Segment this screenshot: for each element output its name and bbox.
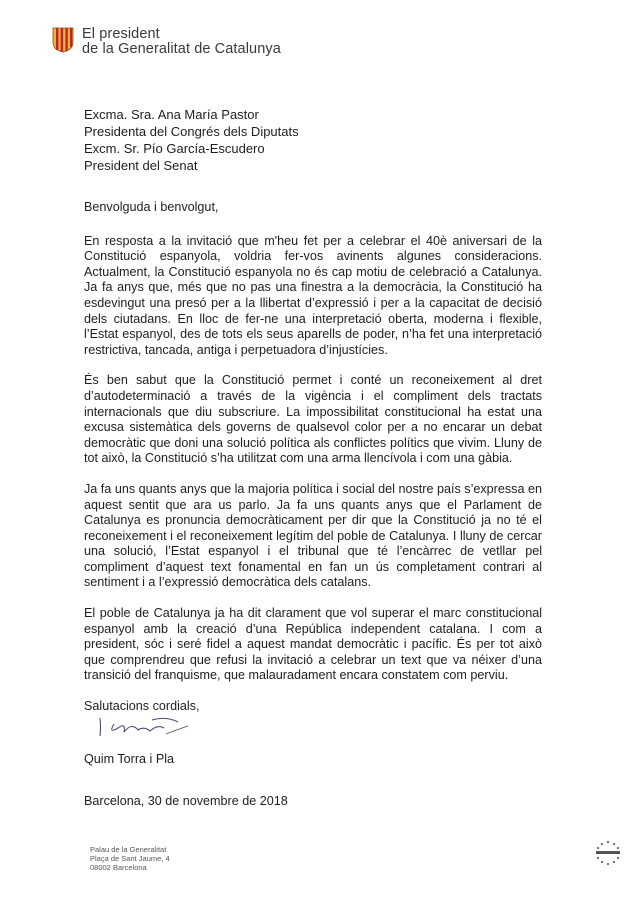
paragraph: En resposta a la invitació que m'heu fet per a celebrar el 40è aniversari de la Constitució espanyola, voldria fer-vos avinents algunes consideracions. Actualment, la Constitució espanyola no és cap motiu de celebració a Catalunya. Ja fa anys que, més que no pas una finestra a la democràcia, la Constitució ha esdevingut una presó per a la llibertat d’expressió i per a la capacitat de decisió dels ciutadans. En lloc de fer-ne una interpretació oberta, moderna i flexible, l’Estat espanyol, des de tots els seus aparells de poder, n’ha fet una interpretació restrictiva, tancada, antiga i perpetuadora d’injustícies. <box>84 233 542 357</box>
footer-line: 08002 Barcelona <box>90 863 147 872</box>
paragraph: El poble de Catalunya ja ha dit clarament que vol superar el marc constitucional espanyol amb la creació d’una República independent catalana. I com a president, sóc i seré fidel a aquest mandat democràtic i pacífic. És per tot això que comprendreu que refusi la invitació a celebrar un text que va néixer d’una transició del franquisme, que malauradament encara constatem com perviu. <box>84 606 542 683</box>
paragraph: Ja fa uns quants anys que la majoria política i social del nostre país s’expressa en aquest sentit que ara us parlo. Ja fa uns quants anys que el Parlament de Catalunya es pronuncia democràticament per dir que la Constitució ja no té el reconeixement i el reconeixement legítim del poble de Catalunya. I lluny de cercar una solució, l’Estat espanyol i el tribunal que té l’encàrrec de vetllar pel compliment d’aquest text fonamental en fan un ús completament contrari al sentiment i a l’expressió democràtica dels catalans. <box>84 481 542 590</box>
footer-line: Plaça de Sant Jaume, 4 <box>90 854 170 863</box>
paragraph: És ben sabut que la Constitució permet i conté un reconeixement al dret d’autodeterminació a través de la vigència i el compliment dels tractats internacionals que diu subscriure. La impossibilitat constitucional ha estat una excusa sistemàtica dels governs de qualsevol color per a no encarar un debat democràtic que doni una solució política als conflictes polítics que vivim. Lluny de tot això, la Constitució s’ha utilitzat com una arma llencívola i com una gàbia. <box>84 373 542 466</box>
letterhead <box>52 27 281 57</box>
recipient-line: President del Senat <box>84 158 198 173</box>
signer-name: Quim Torra i Pla <box>84 752 175 766</box>
closing: Salutacions cordials, <box>84 699 200 714</box>
footer-address <box>90 845 170 872</box>
letterhead-line-1: El president <box>82 26 160 42</box>
greeting: Benvolguda i benvolgut, <box>84 200 219 214</box>
letterhead-title <box>82 27 281 57</box>
handwritten-signature <box>96 704 196 742</box>
recipient-line: Excm. Sr. Pío García-Escudero <box>84 141 265 156</box>
letterhead-line-2: de la Generalitat de Catalunya <box>82 41 281 57</box>
letter-body <box>84 200 542 730</box>
recipient-line: Presidenta del Congrés dels Diputats <box>84 124 299 139</box>
certification-stars-icon <box>590 838 626 866</box>
recipient-line: Excma. Sra. Ana María Pastor <box>84 107 259 122</box>
senyera-seal-icon <box>52 27 74 53</box>
place-date: Barcelona, 30 de novembre de 2018 <box>84 794 288 808</box>
recipient-address <box>84 106 299 174</box>
footer-line: Palau de la Generalitat <box>90 845 167 854</box>
